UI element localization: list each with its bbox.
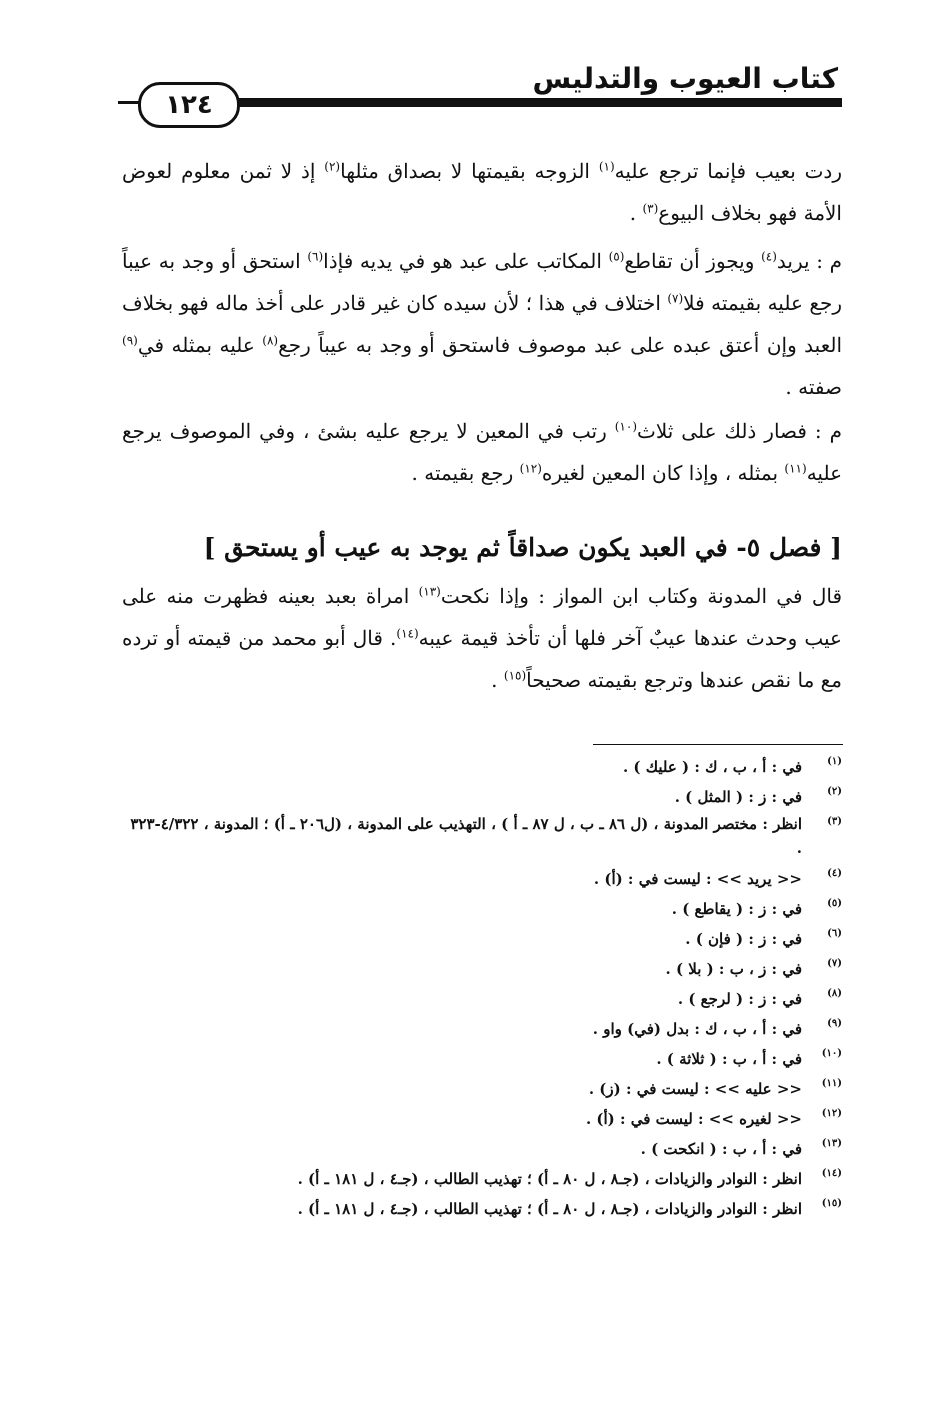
running-head-title: كتاب العيوب والتدليس [532,62,838,95]
footnote-number: (٩) [827,1018,842,1029]
footnote-text: في : أ ، ب : ( ثلاثة ) . [656,1050,802,1068]
footnote-number: (١) [827,756,842,767]
footnote-number: (١١) [821,1078,842,1089]
footnote-item [122,894,842,924]
footnote-ref: (٨) [262,333,279,348]
footnote-ref: (١٤) [396,626,419,641]
footnote-item [122,752,842,782]
footnote-number: (٤) [827,868,842,879]
footnote-item [122,1074,842,1104]
footnote-text: انظر : مختصر المدونة ، (ل ٨٦ ـ ب ، ل ٨٧ ـ أ ) ، التهذيب على المدونة ، (ل٢٠٦ ـ أ) ؛ المدونة ، ٤/٣٢٢-٣٢٣ . [130,815,802,857]
footnote-separator [593,744,843,745]
footnote-text: << يريد >> : ليست في : (أ) . [593,870,802,888]
footnote-item [122,1104,842,1134]
footnote-text: في : ز : ( فإن ) . [685,930,802,948]
footnote-ref: (٢) [324,159,341,174]
text-run: بمثله ، وإذا كان المعين لغيره [541,461,785,485]
footnote-number: (٥) [827,898,842,909]
footnote-ref: (٥) [608,249,625,264]
footnote-number: (١٢) [821,1108,842,1119]
footnote-text: في : أ ، ب : ( انكحت ) . [640,1140,802,1158]
footnote-ref: (٩) [122,333,138,348]
footnote-number: (٧) [827,958,842,969]
footnote-text: << عليه >> : ليست في : (ز) . [588,1080,802,1098]
text-run: ويجوز أن تقاطع [624,249,762,273]
footnote-text: في : ز : ( يقاطع ) . [671,900,802,918]
text-run: إذ لا ثمن معلوم لعوض الأمة فهو بخلاف البيوع [122,159,842,225]
footnote-number: (٢) [827,786,842,797]
footnote-text: في : ز ، ب : ( بلا ) . [665,960,802,978]
footnote-text: << لغيره >> : ليست في : (أ) . [585,1110,802,1128]
text-run: م : فصار ذلك على ثلاث [637,419,842,443]
footnote-text: في : ز : ( لرجع ) . [677,990,802,1008]
footnote-number: (١٣) [821,1138,842,1149]
footnote-item [122,864,842,894]
paragraph-text [122,150,842,234]
footnotes-list [122,752,842,1224]
footnote-item [122,1134,842,1164]
footnote-item [122,1194,842,1224]
text-run: استحق أو وجد به عيباً رجع عليه بقيمته فلا [122,249,842,315]
footnote-number: (١٤) [821,1168,842,1179]
text-run: رجع بقيمته . [411,461,520,485]
footnote-number: (٦) [827,928,842,939]
text-run: قال في المدونة وكتاب ابن المواز : وإذا نكحت [440,584,843,608]
paragraph-text [122,410,842,494]
text-run: عليه بمثله في [137,333,263,357]
paragraph-text [122,575,842,701]
text-run: صفته . [785,375,842,399]
footnote-item [122,812,842,864]
footnote-item [122,1044,842,1074]
text-run: ردت بعيب فإنما ترجع عليه [614,159,842,183]
footnote-ref: (١٥) [503,668,527,683]
text-run: . قال أبو محمد من قيمته أو ترده مع ما نقص عندها وترجع بقيمته صحيحاً [122,626,842,692]
footnote-text: في : أ ، ب ، ك : ( عليك ) . [622,758,802,776]
body-paragraph-3 [122,410,842,494]
page-number-badge: ١٢٤ [138,82,240,128]
text-run: اختلاف في هذا ؛ لأن سيده كان غير قادر على أخذ ماله فهو بخلاف العبد وإن أعتق عبده على عبد موصوف فاستحق أو وجد به عيباً رجع [122,291,843,357]
footnote-ref: (٧) [667,291,684,306]
text-run: م : يريد [776,249,842,273]
body-paragraph-2 [122,240,842,408]
section-heading: [ فصل ٥- في العبد يكون صداقاً ثم يوجد به عيب أو يستحق ] [203,533,842,562]
footnote-ref: (٤) [761,249,777,264]
footnote-item [122,782,842,812]
footnote-number: (١٥) [821,1198,842,1209]
text-run: رتب في المعين لا يرجع عليه بشئ ، وفي الموصوف يرجع عليه [122,419,842,485]
footnote-ref: (١٠) [614,419,637,434]
footnote-item [122,1014,842,1044]
text-run: امراة بعبد بعينه فظهرت منه على عيب وحدث عندها عيبٌ آخر فلها أن تأخذ قيمة عيبه [122,584,842,650]
footnote-ref: (٣) [642,201,659,216]
footnote-ref: (١٣) [418,584,441,599]
footnote-number: (٣) [827,816,842,827]
footnote-ref: (١٢) [519,461,542,476]
footnote-item [122,1164,842,1194]
footnote-item [122,954,842,984]
footnote-ref: (١١) [784,461,807,476]
paragraph-text [122,240,842,408]
footnote-text: في : ز : ( المثل ) . [674,788,802,806]
footnote-text: في : أ ، ب ، ك : بدل (في) واو . [592,1020,802,1038]
text-run: . [629,201,643,225]
text-run: . [491,668,504,692]
footnote-item [122,924,842,954]
footnote-text: انظر : النوادر والزيادات ، (جـ٨ ، ل ٨٠ ـ أ) ؛ تهذيب الطالب ، (جـ٤ ، ل ١٨١ ـ أ) . [297,1200,802,1218]
footnote-ref: (٦) [307,249,324,264]
footnote-item [122,984,842,1014]
text-run: المكاتب على عبد هو في يديه فإذا [323,249,609,273]
text-run: الزوجه بقيمتها لا بصداق مثلها [340,159,599,183]
body-paragraph-4 [122,575,842,701]
footnote-number: (٨) [827,988,842,999]
footnote-ref: (١) [598,159,615,174]
body-paragraph-1 [122,150,842,234]
footnote-number: (١٠) [821,1048,842,1059]
footnote-text: انظر : النوادر والزيادات ، (جـ٨ ، ل ٨٠ ـ أ) ؛ تهذيب الطالب ، (جـ٤ ، ل ١٨١ ـ أ) . [297,1170,802,1188]
